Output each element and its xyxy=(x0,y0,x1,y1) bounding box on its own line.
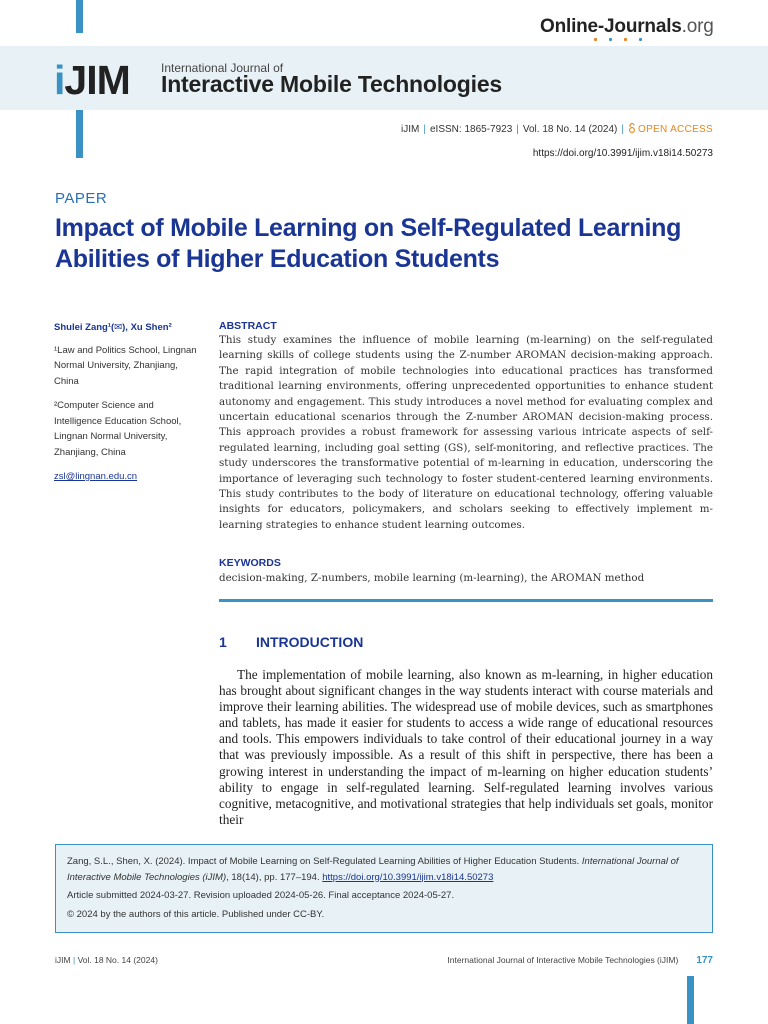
citation-box xyxy=(55,844,713,933)
abstract-text: This study examines the influence of mobile learning (m-learning) on the self-regulated learning skills of college students using the Z-number AROMAN decision-making approach. The rapid integration of mobile technologies into educational practices has transformed traditional learning environments, offering unprecedented opportunities to enhance student autonomy and engagement. This study introduces a novel method for evaluating complex and uncertain educational scenarios through the Z-number AROMAN decision-making process. This approach provides a robust framework for assessing various intricate aspects of self-regulated learning, including goal setting (GS), self-monitoring, and reflective practices. The study underscores the transformative potential of m-learning in education, underscoring the importance of leveraging such technology to foster student-centered learning environments. This study contributes to the body of literature on educational technology, offering valuable insights for educators, policymakers, and scholars seeking to effectively implement m-learning strategies to enhance student learning outcomes. xyxy=(219,334,713,531)
citation-journal: International Journal of Interactive Mobile Technologies (iJIM) xyxy=(67,856,679,883)
author-email-link[interactable]: zsl@lingnan.edu.cn xyxy=(54,471,138,482)
logo-dots-icon xyxy=(594,38,642,42)
accent-bar-top xyxy=(76,0,83,33)
article-dates: Article submitted 2024-03-27. Revision uploaded 2024-05-26. Final acceptance 2024-05-27. xyxy=(67,890,455,901)
citation-doi-link[interactable]: https://doi.org/10.3991/ijim.v18i14.50273 xyxy=(322,871,494,883)
citation xyxy=(67,854,701,885)
article-title: Impact of Mobile Learning on Self-Regulated Learning Abilities of Higher Education Students xyxy=(55,214,682,273)
abstract-heading: ABSTRACT xyxy=(219,320,277,332)
authors: Shulei Zang¹(✉), Xu Shen² xyxy=(54,322,172,333)
open-access-badge xyxy=(628,124,713,135)
eissn: eISSN: 1865-7923 xyxy=(429,124,513,135)
logo-i: i xyxy=(54,57,65,103)
footer-journal: International Journal of Interactive Mobile Technologies (iJIM) xyxy=(447,955,679,965)
keywords-heading: KEYWORDS xyxy=(219,557,281,569)
volume: Vol. 18 No. 14 (2024) xyxy=(522,124,618,135)
online-journals-logo[interactable] xyxy=(540,16,714,38)
accent-bar-mid xyxy=(76,110,83,158)
intro-paragraph: The implementation of mobile learning, also known as m-learning, in higher education has brought about significant changes in the way students interact with course materials and improve their learning abilities. The widespread use of mobile devices, such as smartphones and tablets, has made it easier for students to access a wide range of educational resources and tools. This empowers individuals to take control of their educational journey in a way that was previously impossible. As a result of this shift in perspective, there has been a growing interest in understanding the impact of m-learning on higher education students’ ability to engage in self-regulated learning. Self-regulated learning involves various cognitive, metacognitive, and motivational strategies that help individuals set goals, monitor their xyxy=(219,667,713,827)
section-title: INTRODUCTION xyxy=(256,634,364,650)
section-heading xyxy=(219,634,363,650)
site-name: Online-Journals xyxy=(540,16,682,37)
author-sidebar xyxy=(54,320,204,485)
ijim-logo xyxy=(54,58,130,102)
page-number: 177 xyxy=(696,955,713,966)
affiliation-1: ¹Law and Politics School, Lingnan Normal University, Zhanjiang, China xyxy=(54,344,197,387)
journal-abbr: iJIM xyxy=(401,124,420,135)
copyright: © 2024 by the authors of this article. Published under CC-BY. xyxy=(67,908,325,920)
journal-title: Interactive Mobile Technologies xyxy=(161,71,503,97)
section-divider xyxy=(219,599,713,602)
footer-right xyxy=(447,955,713,966)
open-lock-icon xyxy=(628,123,636,133)
logo-jim: JIM xyxy=(64,57,130,103)
keywords-section xyxy=(219,557,713,584)
article-type: PAPER xyxy=(55,190,108,207)
footer-left: iJIM | Vol. 18 No. 14 (2024) xyxy=(55,955,158,965)
footer-abbr: iJIM xyxy=(55,955,71,965)
keywords-text: decision-making, Z-numbers, mobile learning (m-learning), the AROMAN method xyxy=(219,572,645,584)
issue-meta: iJIM | eISSN: 1865-7923 | Vol. 18 No. 14 (2024) | OPEN ACCESS xyxy=(401,124,713,135)
abstract-section xyxy=(219,320,713,533)
site-suffix: .org xyxy=(681,16,714,37)
doi-link[interactable]: https://doi.org/10.3991/ijim.v18i14.50273 xyxy=(532,148,713,159)
affiliation-2: ²Computer Science and Intelligence Education School, Lingnan Normal University, Zhanjiang, China xyxy=(54,400,182,458)
accent-bar-bottom xyxy=(687,976,694,1024)
citation-text: Zang, S.L., Shen, X. (2024). Impact of Mobile Learning on Self-Regulated Learning Abilities of Higher Education Students. xyxy=(67,856,580,867)
open-access-label: OPEN ACCESS xyxy=(638,124,713,135)
citation-pages: , 18(14), pp. 177–194. xyxy=(226,871,320,883)
footer-volume: Vol. 18 No. 14 (2024) xyxy=(77,955,158,965)
section-number: 1 xyxy=(219,634,227,650)
journal-subtitle: International Journal of xyxy=(161,61,284,75)
